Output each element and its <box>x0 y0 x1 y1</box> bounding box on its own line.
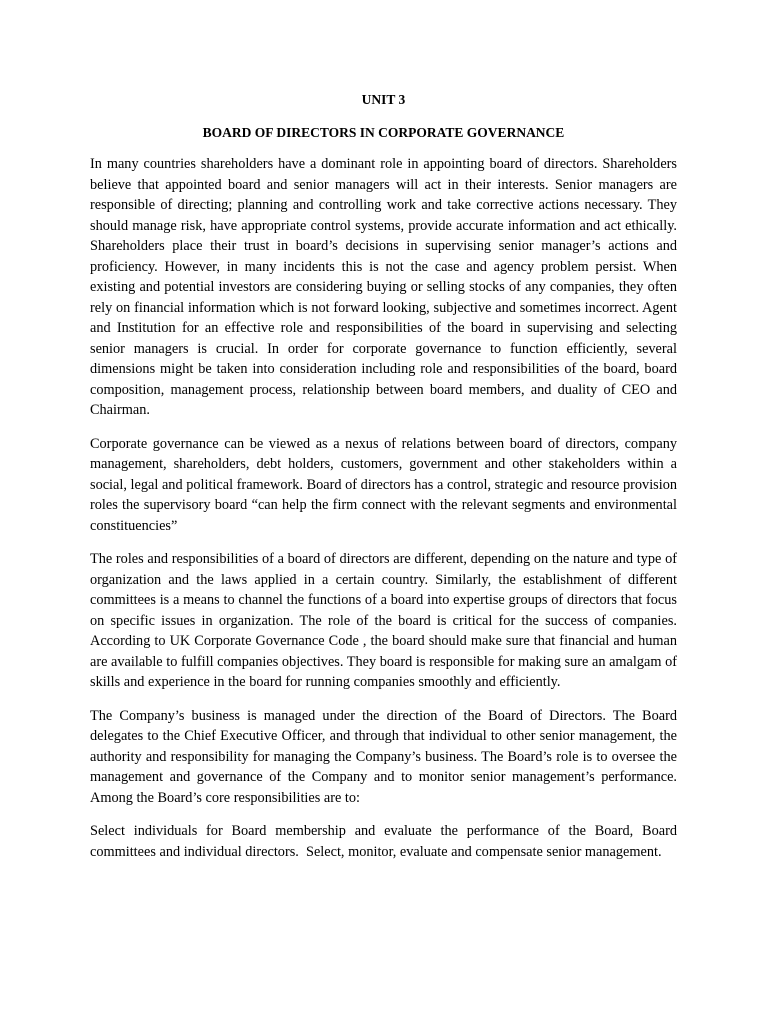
document-title: BOARD OF DIRECTORS IN CORPORATE GOVERNANCE <box>202 125 565 140</box>
document-body <box>90 90 681 875</box>
paragraph-board-responsibilities: Select individuals for Board membership and evaluate the performance of the Board, Board committees and individual directors. Select, monitor, evaluate and compensate senior management. <box>90 823 681 860</box>
paragraph-company-business: The Company’s business is managed under the direction of the Board of Directors. The Board delegates to the Chief Executive Officer, and through that individual to other senior management, the authority and responsibility for managing the Company’s business. The Board’s role is to oversee the management and governance of the Company and to monitor senior management’s performance. Among the Board’s core responsibilities are to: <box>90 707 677 806</box>
paragraph-shareholders-role: In many countries shareholders have a dominant role in appointing board of directors. Shareholders believe that appointed board and senior managers will act in their interests. Senior managers are responsible of directing; planning and controlling work and take corrective actions necessary. They should manage risk, have appropriate control systems, provide accurate information and act ethically. Shareholders place their trust in board’s decisions in supervising senior manager’s actions and proficiency. However, in many incidents this is not the case and agency problem persist. When existing and potential investors are considering buying or selling stocks of any companies, they often rely on financial information which is not forward looking, subjective and sometimes incorrect. Agent and Institution for an effective role and responsibilities of the board in supervising and selecting senior managers is crucial. In order for corporate governance to function efficiently, several dimensions might be taken into consideration including role and responsibilities of the board, board composition, management process, relationship between board members, and duality of CEO and Chairman. <box>90 156 677 418</box>
paragraph-board-roles: The roles and responsibilities of a board of directors are different, depending on the nature and type of organization and the laws applied in a certain country. Similarly, the establishment of different committees is a means to channel the functions of a board into expertise groups of directors that focus on specific issues in organization. The role of the board is critical for the success of companies. According to UK Corporate Governance Code , the board should make sure that financial and human are available to fulfill companies objectives. They board is responsible for making sure an amalgam of skills and experience in the board for running companies smoothly and efficiently. <box>90 551 677 690</box>
paragraph-governance-nexus: Corporate governance can be viewed as a nexus of relations between board of directors, company management, shareholders, debt holders, customers, government and other stakeholders within a social, legal and political framework. Board of directors has a control, strategic and resource provision roles the supervisory board “can help the firm connect with the relevant segments and environmental constituencies” <box>90 435 677 534</box>
unit-heading: UNIT 3 <box>361 92 406 107</box>
